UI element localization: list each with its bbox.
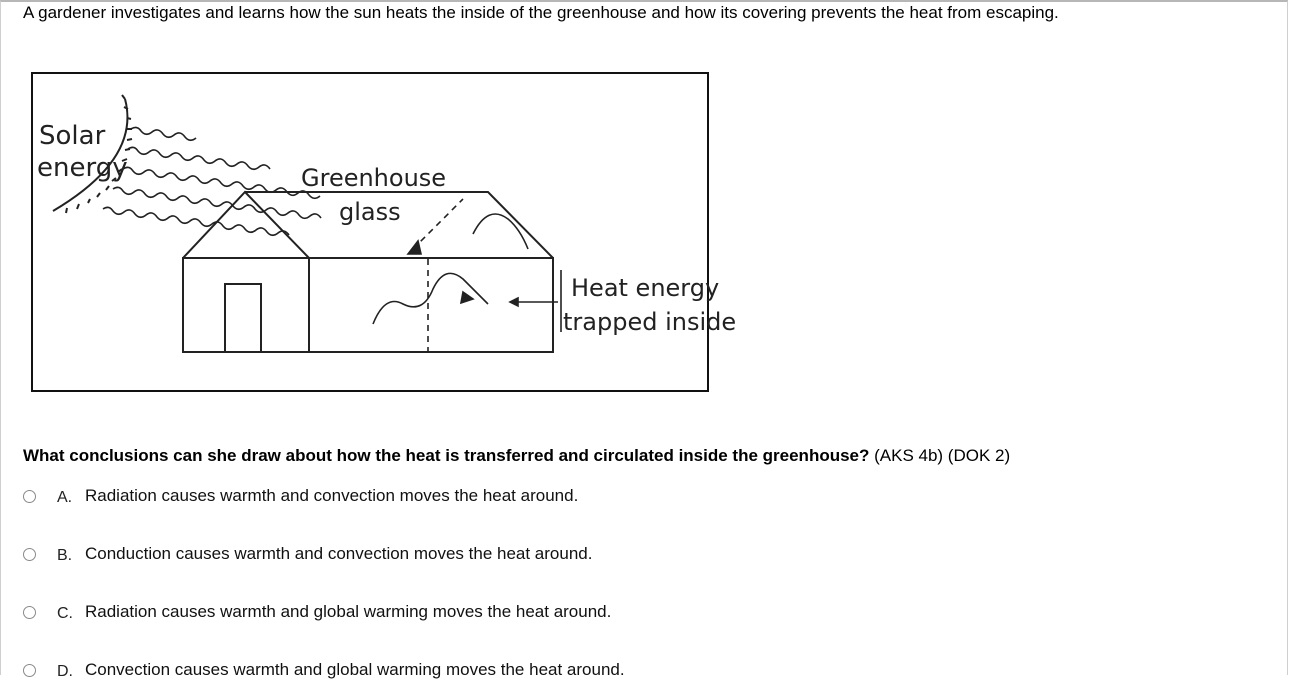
option-a-text: Radiation causes warmth and convection moves the heat around. bbox=[85, 486, 579, 505]
greenhouse-diagram-svg bbox=[33, 74, 737, 390]
label-solar: Solar bbox=[39, 121, 106, 151]
option-c-text: Radiation causes warmth and global warming moves the heat around. bbox=[85, 602, 612, 621]
option-b-letter: B. bbox=[57, 547, 73, 564]
option-a[interactable] bbox=[23, 484, 578, 508]
option-b-text: Conduction causes warmth and convection moves the heat around. bbox=[85, 544, 593, 563]
label-glass: glass bbox=[339, 198, 401, 226]
option-c-letter: C. bbox=[57, 605, 73, 622]
heat-circulation-arrows bbox=[373, 199, 561, 352]
option-d[interactable] bbox=[23, 658, 625, 682]
option-d-radio[interactable] bbox=[23, 664, 36, 677]
option-c-radio[interactable] bbox=[23, 606, 36, 619]
option-a-letter: A. bbox=[57, 489, 73, 506]
option-a-radio[interactable] bbox=[23, 490, 36, 503]
option-b[interactable] bbox=[23, 542, 592, 566]
option-d-text: Convection causes warmth and global warming moves the heat around. bbox=[85, 660, 625, 679]
option-c[interactable] bbox=[23, 600, 611, 624]
greenhouse-diagram bbox=[31, 72, 737, 392]
label-heat-energy: Heat energy bbox=[571, 274, 720, 302]
sunlight-rays bbox=[103, 127, 321, 235]
label-greenhouse: Greenhouse bbox=[301, 164, 447, 192]
option-b-radio[interactable] bbox=[23, 548, 36, 561]
label-trapped-inside: trapped inside bbox=[563, 308, 737, 336]
question-text bbox=[23, 445, 1010, 467]
option-d-letter: D. bbox=[57, 663, 73, 680]
question-tags: (AKS 4b) (DOK 2) bbox=[869, 446, 1011, 465]
question-main: What conclusions can she draw about how the heat is transferred and circulated inside the greenhouse? bbox=[23, 446, 870, 465]
label-energy: energy bbox=[37, 153, 128, 183]
question-intro: A gardener investigates and learns how the sun heats the inside of the greenhouse and how its covering prevents the heat from escaping. bbox=[23, 3, 1059, 22]
